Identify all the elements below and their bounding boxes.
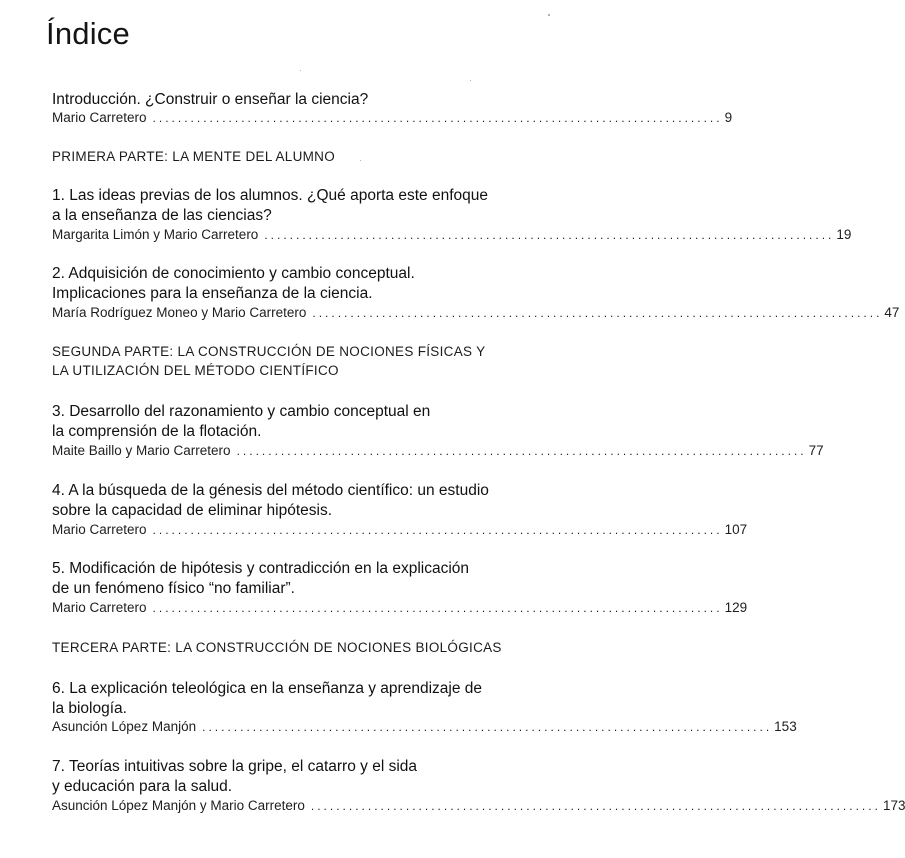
entry-author-row: [52, 718, 797, 736]
entry-title-ch4-line2: sobre la capacidad de eliminar hipótesis.: [52, 502, 333, 519]
entry-title-ch1-line1: 1. Las ideas previas de los alumnos. ¿Qué aporta este enfoque: [52, 187, 488, 204]
entry-author: Maite Baillo y Mario Carretero: [52, 443, 231, 458]
page-title: Índice: [46, 16, 130, 51]
entry-title-ch2-line1: 2. Adquisición de conocimiento y cambio conceptual.: [52, 265, 415, 282]
entry-title-ch7-line1: 7. Teorías intuitivas sobre la gripe, el catarro y el sida: [52, 758, 418, 775]
entry-page-number: 19: [836, 227, 852, 242]
leader-dots: ..........................................................................................: [152, 601, 723, 615]
entry-author: Mario Carretero: [52, 600, 147, 615]
leader-dots: ..........................................................................................: [152, 111, 723, 125]
entry-author: María Rodríguez Moneo y Mario Carretero: [52, 305, 307, 320]
entry-author-row: [52, 599, 748, 617]
entry-page-number: 47: [884, 305, 900, 320]
entry-title-ch7-line2: y educación para la salud.: [52, 778, 233, 795]
part-heading-2-line2: LA UTILIZACIÓN DEL MÉTODO CIENTÍFICO: [52, 363, 339, 378]
entry-title-ch3-line2: la comprensión de la flotación.: [52, 423, 262, 440]
entry-author-row: [52, 797, 905, 815]
entry-title-ch5-line1: 5. Modificación de hipótesis y contradicción en la explicación: [52, 560, 470, 577]
entry-author: Asunción López Manjón y Mario Carretero: [52, 798, 305, 813]
entry-author: Mario Carretero: [52, 110, 147, 125]
entry-page-number: 77: [808, 443, 824, 458]
entry-author: Asunción López Manjón: [52, 719, 197, 734]
leader-dots: ..........................................................................................: [312, 306, 883, 320]
entry-author-row: [52, 442, 824, 460]
entry-title-intro: Introducción. ¿Construir o enseñar la ciencia?: [52, 91, 369, 108]
leader-dots: ..........................................................................................: [236, 444, 807, 458]
leader-dots: ..........................................................................................: [264, 228, 835, 242]
scan-speck: [470, 80, 471, 81]
entry-page-number: 107: [724, 522, 748, 537]
entry-author-row: [52, 109, 733, 127]
entry-title-ch4-line1: 4. A la búsqueda de la génesis del método científico: un estudio: [52, 482, 489, 499]
leader-dots: ..........................................................................................: [202, 720, 773, 734]
entry-page-number: 173: [882, 798, 905, 813]
entry-page-number: 9: [724, 110, 733, 125]
leader-dots: ..........................................................................................: [152, 523, 723, 537]
entry-author: Mario Carretero: [52, 522, 147, 537]
entry-author-row: [52, 304, 900, 322]
entry-author: Margarita Limón y Mario Carretero: [52, 227, 259, 242]
scan-speck: [360, 160, 361, 161]
scan-speck: [548, 14, 550, 16]
entry-author-row: [52, 521, 748, 539]
entry-title-ch3-line1: 3. Desarrollo del razonamiento y cambio conceptual en: [52, 403, 431, 420]
part-heading-2-line1: SEGUNDA PARTE: LA CONSTRUCCIÓN DE NOCIONES FÍSICAS Y: [52, 344, 486, 359]
scan-speck: [300, 70, 301, 71]
entry-page-number: 129: [724, 600, 748, 615]
part-heading-3: TERCERA PARTE: LA CONSTRUCCIÓN DE NOCIONES BIOLÓGICAS: [52, 640, 502, 655]
entry-page-number: 153: [774, 719, 797, 734]
entry-author-row: [52, 226, 852, 244]
entry-title-ch2-line2: Implicaciones para la enseñanza de la ciencia.: [52, 285, 373, 302]
part-heading-1: PRIMERA PARTE: LA MENTE DEL ALUMNO: [52, 149, 336, 164]
entry-title-ch6-line1: 6. La explicación teleológica en la enseñanza y aprendizaje de: [52, 680, 482, 697]
leader-dots: ..........................................................................................: [310, 799, 881, 813]
entry-title-ch6-line2: la biología.: [52, 700, 127, 717]
entry-title-ch1-line2: a la enseñanza de las ciencias?: [52, 207, 272, 224]
entry-title-ch5-line2: de un fenómeno físico “no familiar”.: [52, 580, 295, 597]
